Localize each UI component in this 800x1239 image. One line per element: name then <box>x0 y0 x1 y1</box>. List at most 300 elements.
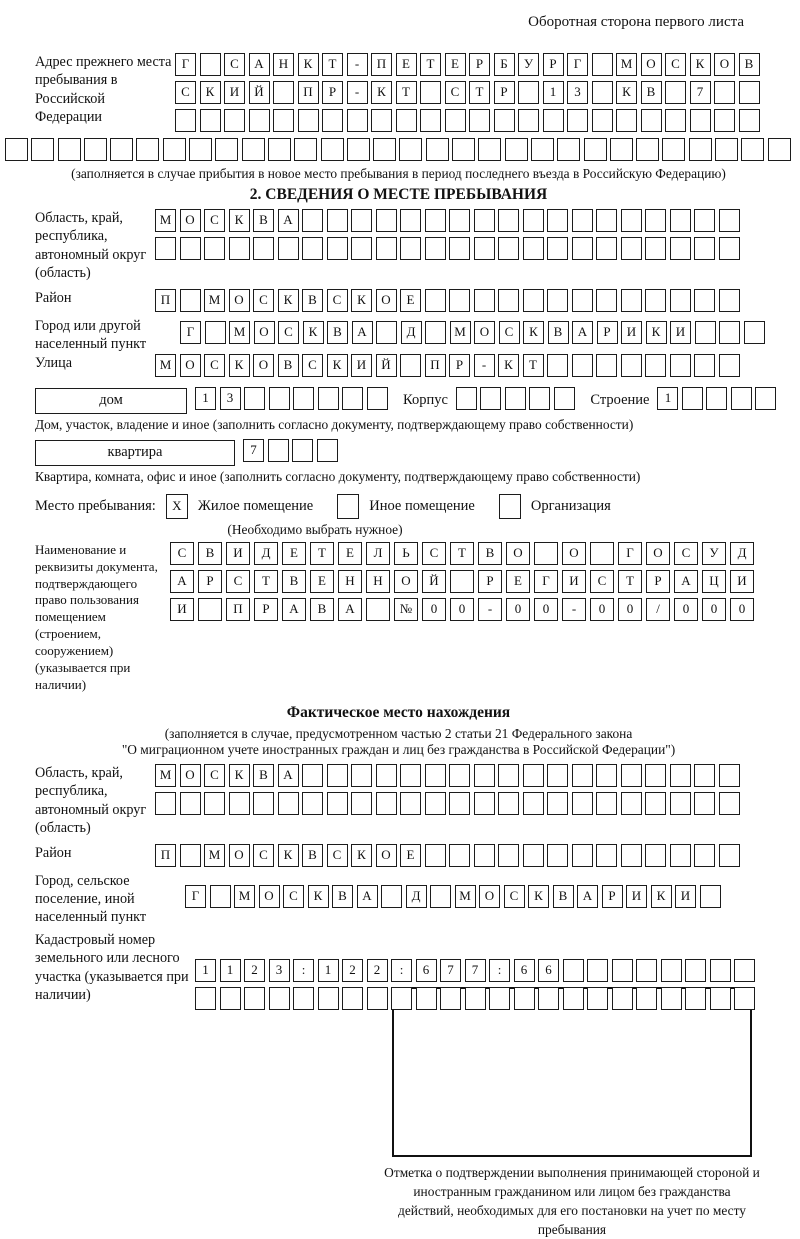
form-cell[interactable] <box>621 354 642 377</box>
form-cell[interactable]: С <box>674 542 698 565</box>
form-cell[interactable]: О <box>229 844 250 867</box>
form-cell[interactable]: И <box>170 598 194 621</box>
form-cell[interactable] <box>327 792 348 815</box>
form-cell[interactable] <box>31 138 54 161</box>
form-cell[interactable] <box>523 792 544 815</box>
form-cell[interactable] <box>645 209 666 232</box>
form-cell[interactable]: В <box>253 764 274 787</box>
form-cell[interactable]: Г <box>534 570 558 593</box>
form-cell[interactable]: : <box>391 959 412 982</box>
form-cell[interactable] <box>734 987 755 1010</box>
form-cell[interactable] <box>215 138 238 161</box>
form-cell[interactable]: А <box>674 570 698 593</box>
form-cell[interactable]: Т <box>450 542 474 565</box>
form-cell[interactable] <box>180 237 201 260</box>
form-cell[interactable]: В <box>302 844 323 867</box>
form-cell[interactable]: Р <box>494 81 515 104</box>
form-cell[interactable] <box>494 109 515 132</box>
form-cell[interactable] <box>396 109 417 132</box>
form-cell[interactable]: Е <box>396 53 417 76</box>
form-cell[interactable] <box>534 542 558 565</box>
form-cell[interactable] <box>425 209 446 232</box>
form-cell[interactable]: 0 <box>702 598 726 621</box>
form-cell[interactable] <box>302 792 323 815</box>
form-cell[interactable] <box>695 321 716 344</box>
form-cell[interactable] <box>198 598 222 621</box>
form-cell[interactable] <box>498 844 519 867</box>
form-cell[interactable] <box>136 138 159 161</box>
form-cell[interactable]: К <box>616 81 637 104</box>
form-cell[interactable] <box>538 987 559 1010</box>
form-cell[interactable] <box>474 764 495 787</box>
form-cell[interactable] <box>572 844 593 867</box>
checkbox-zhiloe[interactable]: X <box>166 494 188 519</box>
form-cell[interactable] <box>420 109 441 132</box>
form-cell[interactable] <box>450 570 474 593</box>
form-cell[interactable] <box>719 289 740 312</box>
form-cell[interactable] <box>596 764 617 787</box>
form-cell[interactable] <box>204 792 225 815</box>
form-cell[interactable] <box>590 542 614 565</box>
form-cell[interactable] <box>645 354 666 377</box>
form-cell[interactable]: 6 <box>538 959 559 982</box>
form-cell[interactable]: О <box>229 289 250 312</box>
form-cell[interactable] <box>268 138 291 161</box>
form-cell[interactable] <box>694 289 715 312</box>
form-cell[interactable]: И <box>226 542 250 565</box>
form-cell[interactable] <box>505 387 526 410</box>
form-cell[interactable] <box>322 109 343 132</box>
form-cell[interactable]: Р <box>469 53 490 76</box>
form-cell[interactable] <box>498 792 519 815</box>
form-cell[interactable]: - <box>347 53 368 76</box>
form-cell[interactable]: Г <box>618 542 642 565</box>
form-cell[interactable]: 1 <box>220 959 241 982</box>
form-cell[interactable] <box>670 354 691 377</box>
form-cell[interactable] <box>719 209 740 232</box>
form-cell[interactable] <box>694 764 715 787</box>
form-cell[interactable] <box>715 138 738 161</box>
form-cell[interactable] <box>293 387 314 410</box>
form-cell[interactable] <box>612 987 633 1010</box>
form-cell[interactable]: М <box>204 844 225 867</box>
form-cell[interactable]: М <box>204 289 225 312</box>
form-cell[interactable]: В <box>282 570 306 593</box>
form-cell[interactable] <box>195 987 216 1010</box>
form-cell[interactable] <box>621 764 642 787</box>
form-cell[interactable]: У <box>702 542 726 565</box>
form-cell[interactable]: 7 <box>465 959 486 982</box>
form-cell[interactable] <box>682 387 703 410</box>
form-cell[interactable] <box>612 959 633 982</box>
form-cell[interactable]: О <box>714 53 735 76</box>
form-cell[interactable] <box>498 289 519 312</box>
form-cell[interactable]: К <box>646 321 667 344</box>
form-cell[interactable] <box>347 138 370 161</box>
form-cell[interactable]: Б <box>494 53 515 76</box>
form-cell[interactable]: М <box>229 321 250 344</box>
form-cell[interactable] <box>351 764 372 787</box>
form-cell[interactable]: К <box>298 53 319 76</box>
form-cell[interactable] <box>670 844 691 867</box>
form-cell[interactable] <box>351 792 372 815</box>
form-cell[interactable] <box>84 138 107 161</box>
form-cell[interactable] <box>474 289 495 312</box>
form-cell[interactable]: П <box>298 81 319 104</box>
form-cell[interactable] <box>572 354 593 377</box>
form-cell[interactable] <box>416 987 437 1010</box>
form-cell[interactable] <box>523 237 544 260</box>
form-cell[interactable]: И <box>670 321 691 344</box>
form-cell[interactable]: Т <box>523 354 544 377</box>
form-cell[interactable]: 1 <box>657 387 678 410</box>
form-cell[interactable]: А <box>278 209 299 232</box>
form-cell[interactable]: С <box>253 289 274 312</box>
form-cell[interactable] <box>278 792 299 815</box>
form-cell[interactable] <box>302 237 323 260</box>
form-cell[interactable] <box>572 792 593 815</box>
form-cell[interactable]: Ь <box>394 542 418 565</box>
form-cell[interactable] <box>425 844 446 867</box>
form-cell[interactable] <box>592 81 613 104</box>
form-cell[interactable] <box>685 959 706 982</box>
form-cell[interactable]: Й <box>249 81 270 104</box>
form-cell[interactable] <box>596 792 617 815</box>
form-cell[interactable]: С <box>504 885 525 908</box>
form-cell[interactable]: Т <box>420 53 441 76</box>
form-cell[interactable] <box>489 987 510 1010</box>
form-cell[interactable] <box>205 321 226 344</box>
form-cell[interactable]: 1 <box>543 81 564 104</box>
form-cell[interactable]: О <box>562 542 586 565</box>
form-cell[interactable]: А <box>572 321 593 344</box>
form-cell[interactable]: 3 <box>269 959 290 982</box>
form-cell[interactable]: 2 <box>244 959 265 982</box>
form-cell[interactable] <box>690 109 711 132</box>
form-cell[interactable]: О <box>376 289 397 312</box>
form-cell[interactable]: С <box>590 570 614 593</box>
form-cell[interactable] <box>342 387 363 410</box>
form-cell[interactable] <box>661 987 682 1010</box>
form-cell[interactable]: О <box>259 885 280 908</box>
form-cell[interactable]: В <box>553 885 574 908</box>
form-cell[interactable] <box>547 764 568 787</box>
form-cell[interactable] <box>210 885 231 908</box>
form-cell[interactable] <box>621 792 642 815</box>
form-cell[interactable]: Р <box>254 598 278 621</box>
form-cell[interactable]: О <box>641 53 662 76</box>
form-cell[interactable]: К <box>523 321 544 344</box>
form-cell[interactable]: 0 <box>422 598 446 621</box>
form-cell[interactable] <box>523 289 544 312</box>
form-cell[interactable]: С <box>204 764 225 787</box>
form-cell[interactable]: К <box>351 844 372 867</box>
form-cell[interactable]: 3 <box>220 387 241 410</box>
form-cell[interactable]: В <box>548 321 569 344</box>
form-cell[interactable] <box>220 987 241 1010</box>
form-cell[interactable] <box>294 138 317 161</box>
form-cell[interactable]: С <box>170 542 194 565</box>
form-cell[interactable] <box>587 987 608 1010</box>
form-cell[interactable]: / <box>646 598 670 621</box>
form-cell[interactable]: Н <box>273 53 294 76</box>
form-cell[interactable]: И <box>730 570 754 593</box>
form-cell[interactable] <box>694 844 715 867</box>
form-cell[interactable] <box>400 354 421 377</box>
form-cell[interactable] <box>449 209 470 232</box>
form-cell[interactable]: 0 <box>506 598 530 621</box>
form-cell[interactable]: - <box>347 81 368 104</box>
form-cell[interactable] <box>400 764 421 787</box>
form-cell[interactable] <box>685 987 706 1010</box>
form-cell[interactable] <box>572 289 593 312</box>
form-cell[interactable]: 0 <box>590 598 614 621</box>
form-cell[interactable] <box>572 209 593 232</box>
form-cell[interactable] <box>547 209 568 232</box>
form-cell[interactable]: Д <box>401 321 422 344</box>
form-cell[interactable] <box>273 109 294 132</box>
form-cell[interactable] <box>204 237 225 260</box>
form-cell[interactable] <box>670 209 691 232</box>
form-cell[interactable]: Е <box>400 844 421 867</box>
form-cell[interactable] <box>474 237 495 260</box>
form-cell[interactable] <box>596 289 617 312</box>
form-cell[interactable] <box>523 844 544 867</box>
form-cell[interactable]: В <box>327 321 348 344</box>
form-cell[interactable] <box>689 138 712 161</box>
form-cell[interactable]: С <box>226 570 250 593</box>
form-cell[interactable]: И <box>626 885 647 908</box>
form-cell[interactable]: А <box>170 570 194 593</box>
form-cell[interactable]: Е <box>445 53 466 76</box>
form-cell[interactable] <box>645 237 666 260</box>
form-cell[interactable] <box>480 387 501 410</box>
form-cell[interactable] <box>621 289 642 312</box>
form-cell[interactable] <box>694 792 715 815</box>
form-cell[interactable]: Р <box>646 570 670 593</box>
form-cell[interactable] <box>734 959 755 982</box>
form-cell[interactable]: 1 <box>195 387 216 410</box>
form-cell[interactable]: К <box>690 53 711 76</box>
form-cell[interactable]: С <box>204 354 225 377</box>
form-cell[interactable]: О <box>254 321 275 344</box>
form-cell[interactable]: Е <box>400 289 421 312</box>
form-cell[interactable]: К <box>651 885 672 908</box>
form-cell[interactable] <box>180 792 201 815</box>
form-cell[interactable]: 1 <box>195 959 216 982</box>
form-cell[interactable]: Р <box>597 321 618 344</box>
form-cell[interactable]: Г <box>180 321 201 344</box>
form-cell[interactable]: О <box>474 321 495 344</box>
form-cell[interactable] <box>269 387 290 410</box>
form-cell[interactable] <box>273 81 294 104</box>
form-cell[interactable]: П <box>226 598 250 621</box>
form-cell[interactable]: С <box>175 81 196 104</box>
form-cell[interactable]: С <box>327 844 348 867</box>
form-cell[interactable] <box>523 764 544 787</box>
form-cell[interactable]: П <box>155 844 176 867</box>
form-cell[interactable] <box>302 764 323 787</box>
form-cell[interactable]: В <box>478 542 502 565</box>
form-cell[interactable] <box>399 138 422 161</box>
form-cell[interactable] <box>425 764 446 787</box>
form-cell[interactable] <box>318 987 339 1010</box>
form-cell[interactable]: С <box>445 81 466 104</box>
form-cell[interactable] <box>327 209 348 232</box>
form-cell[interactable]: Л <box>366 542 390 565</box>
form-cell[interactable] <box>449 844 470 867</box>
form-cell[interactable] <box>478 138 501 161</box>
form-cell[interactable] <box>347 109 368 132</box>
form-cell[interactable]: О <box>646 542 670 565</box>
form-cell[interactable] <box>661 959 682 982</box>
form-cell[interactable]: Р <box>322 81 343 104</box>
form-cell[interactable]: Д <box>406 885 427 908</box>
form-cell[interactable] <box>719 792 740 815</box>
form-cell[interactable] <box>592 109 613 132</box>
form-cell[interactable]: Н <box>366 570 390 593</box>
form-cell[interactable] <box>244 987 265 1010</box>
form-cell[interactable] <box>367 987 388 1010</box>
form-cell[interactable] <box>452 138 475 161</box>
form-cell[interactable]: 7 <box>690 81 711 104</box>
form-cell[interactable] <box>670 289 691 312</box>
form-cell[interactable] <box>200 109 221 132</box>
form-cell[interactable]: : <box>489 959 510 982</box>
form-cell[interactable]: № <box>394 598 418 621</box>
form-cell[interactable] <box>670 792 691 815</box>
form-cell[interactable] <box>469 109 490 132</box>
form-cell[interactable] <box>670 764 691 787</box>
form-cell[interactable] <box>514 987 535 1010</box>
form-cell[interactable]: Р <box>602 885 623 908</box>
form-cell[interactable]: 2 <box>367 959 388 982</box>
form-cell[interactable] <box>547 237 568 260</box>
form-cell[interactable] <box>587 959 608 982</box>
form-cell[interactable]: С <box>283 885 304 908</box>
form-cell[interactable]: В <box>278 354 299 377</box>
form-cell[interactable] <box>318 387 339 410</box>
form-cell[interactable]: А <box>249 53 270 76</box>
form-cell[interactable] <box>449 289 470 312</box>
form-cell[interactable] <box>278 237 299 260</box>
form-cell[interactable] <box>373 138 396 161</box>
form-cell[interactable]: 3 <box>567 81 588 104</box>
form-cell[interactable] <box>694 237 715 260</box>
form-cell[interactable] <box>710 987 731 1010</box>
form-cell[interactable] <box>376 237 397 260</box>
form-cell[interactable]: 0 <box>618 598 642 621</box>
form-cell[interactable] <box>572 764 593 787</box>
form-cell[interactable] <box>498 237 519 260</box>
form-cell[interactable]: Ц <box>702 570 726 593</box>
form-cell[interactable]: К <box>200 81 221 104</box>
form-cell[interactable]: Р <box>478 570 502 593</box>
form-cell[interactable] <box>563 987 584 1010</box>
form-cell[interactable] <box>710 959 731 982</box>
checkbox-inoe[interactable] <box>337 494 359 519</box>
form-cell[interactable] <box>641 109 662 132</box>
form-cell[interactable] <box>327 764 348 787</box>
form-cell[interactable] <box>554 387 575 410</box>
checkbox-organizatsiya[interactable] <box>499 494 521 519</box>
form-cell[interactable]: О <box>180 764 201 787</box>
form-cell[interactable]: 1 <box>318 959 339 982</box>
form-cell[interactable]: О <box>180 354 201 377</box>
form-cell[interactable] <box>249 109 270 132</box>
form-cell[interactable]: Е <box>338 542 362 565</box>
form-cell[interactable]: П <box>155 289 176 312</box>
form-cell[interactable] <box>714 109 735 132</box>
form-cell[interactable]: И <box>351 354 372 377</box>
form-cell[interactable] <box>662 138 685 161</box>
form-cell[interactable] <box>547 844 568 867</box>
form-cell[interactable] <box>719 354 740 377</box>
form-cell[interactable]: Т <box>618 570 642 593</box>
form-cell[interactable] <box>645 289 666 312</box>
form-cell[interactable] <box>744 321 765 344</box>
form-cell[interactable] <box>449 764 470 787</box>
form-cell[interactable]: Д <box>254 542 278 565</box>
form-cell[interactable] <box>529 387 550 410</box>
form-cell[interactable]: : <box>293 959 314 982</box>
form-cell[interactable] <box>531 138 554 161</box>
form-cell[interactable]: К <box>303 321 324 344</box>
form-cell[interactable]: Е <box>506 570 530 593</box>
form-cell[interactable]: Т <box>469 81 490 104</box>
form-cell[interactable]: Г <box>175 53 196 76</box>
form-cell[interactable] <box>474 209 495 232</box>
form-cell[interactable] <box>592 53 613 76</box>
form-cell[interactable]: Д <box>730 542 754 565</box>
form-cell[interactable] <box>547 354 568 377</box>
form-cell[interactable]: - <box>562 598 586 621</box>
form-cell[interactable] <box>547 792 568 815</box>
form-cell[interactable] <box>543 109 564 132</box>
form-cell[interactable]: О <box>506 542 530 565</box>
form-cell[interactable]: М <box>450 321 471 344</box>
form-cell[interactable] <box>616 109 637 132</box>
form-cell[interactable] <box>621 209 642 232</box>
form-cell[interactable] <box>317 439 338 462</box>
form-cell[interactable]: 7 <box>440 959 461 982</box>
form-cell[interactable]: А <box>338 598 362 621</box>
form-cell[interactable] <box>430 885 451 908</box>
form-cell[interactable]: С <box>499 321 520 344</box>
form-cell[interactable] <box>518 109 539 132</box>
form-cell[interactable]: К <box>229 209 250 232</box>
form-cell[interactable] <box>700 885 721 908</box>
form-cell[interactable]: К <box>327 354 348 377</box>
form-cell[interactable] <box>425 237 446 260</box>
form-cell[interactable] <box>505 138 528 161</box>
form-cell[interactable]: С <box>302 354 323 377</box>
form-cell[interactable] <box>302 209 323 232</box>
form-cell[interactable] <box>498 764 519 787</box>
form-cell[interactable]: К <box>371 81 392 104</box>
form-cell[interactable] <box>670 237 691 260</box>
form-cell[interactable] <box>351 237 372 260</box>
form-cell[interactable] <box>636 959 657 982</box>
form-cell[interactable] <box>440 987 461 1010</box>
form-cell[interactable]: К <box>229 764 250 787</box>
form-cell[interactable] <box>180 289 201 312</box>
form-cell[interactable]: С <box>224 53 245 76</box>
form-cell[interactable]: 0 <box>450 598 474 621</box>
form-cell[interactable]: О <box>376 844 397 867</box>
form-cell[interactable] <box>567 109 588 132</box>
form-cell[interactable]: А <box>352 321 373 344</box>
